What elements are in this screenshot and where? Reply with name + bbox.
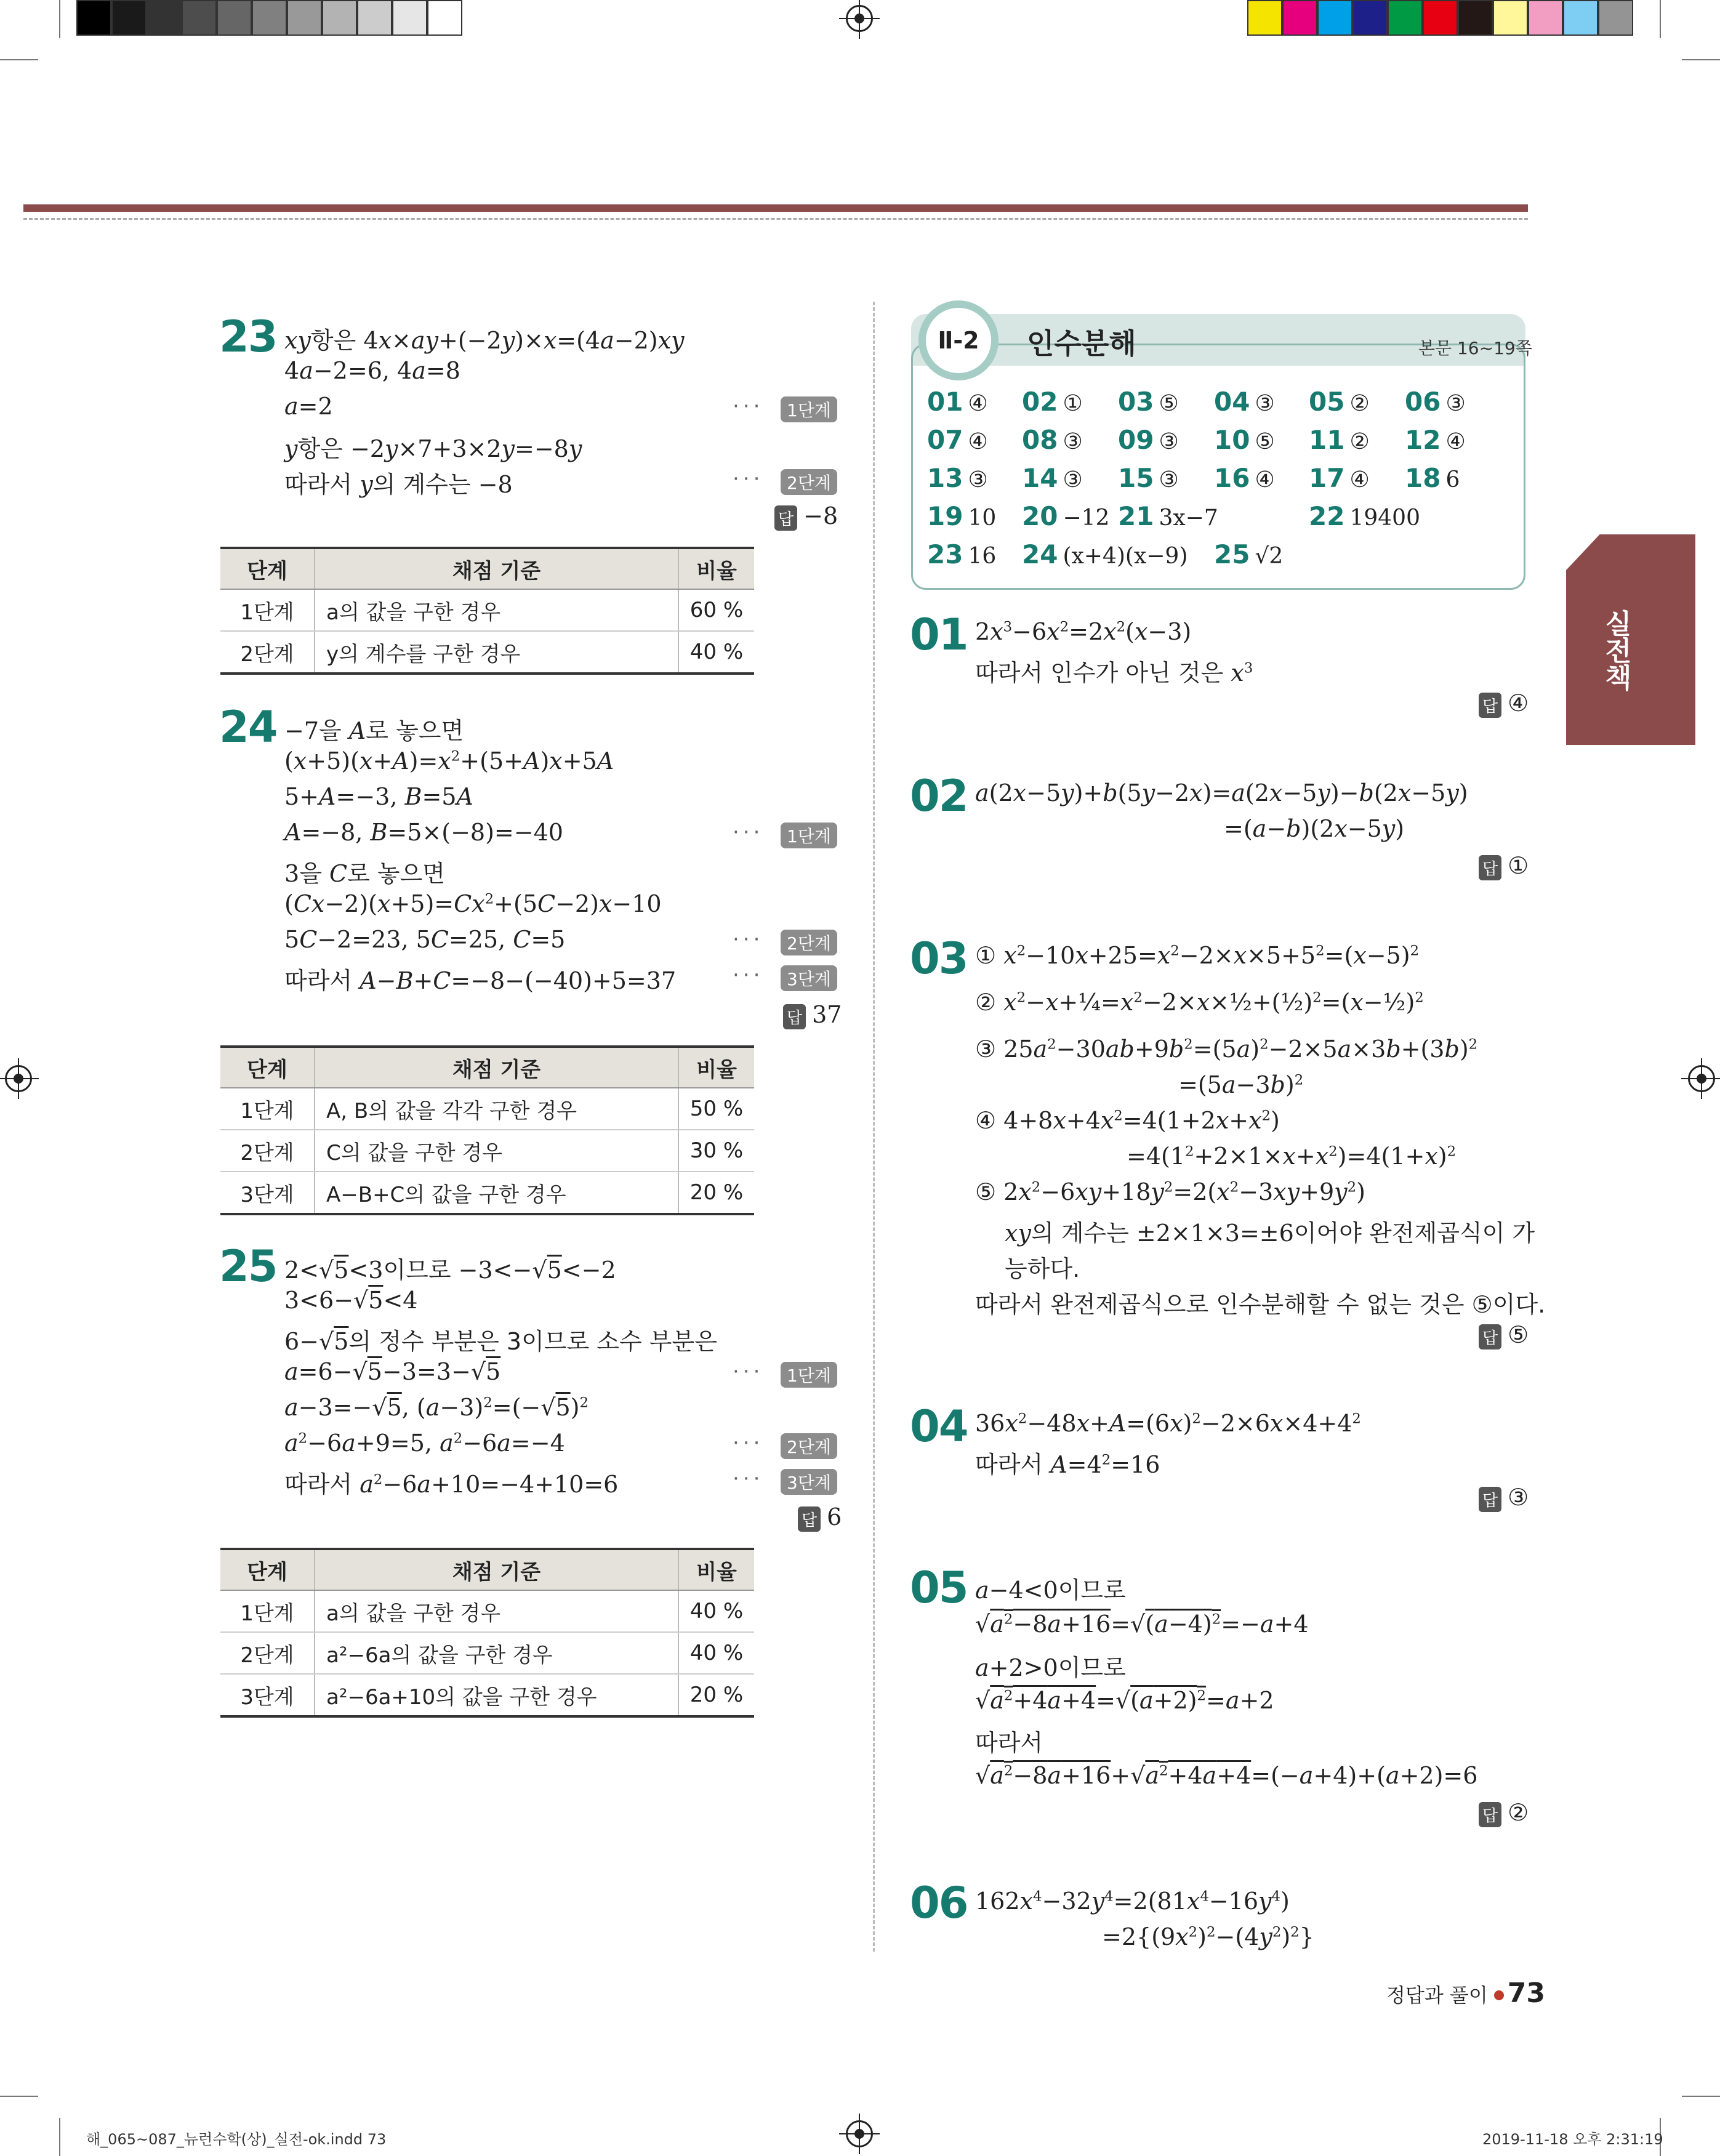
answer: 답 ② — [1479, 1799, 1529, 1827]
answer-key-number: 09 — [1118, 425, 1154, 455]
answer-key-value: √2 — [1255, 544, 1284, 569]
solution-line: 따라서 $A=4^2=16$ — [975, 1451, 1160, 1478]
problem-number: 02 — [910, 771, 968, 821]
step-badge: 2단계 — [781, 469, 837, 495]
answer-key-value: ④ — [968, 429, 988, 454]
answer: 답 −8 — [774, 502, 838, 531]
answer-key-value: ③ — [1063, 467, 1083, 493]
answer: 답 37 — [783, 1001, 842, 1029]
solution-line: y항은 −2y×7+3×2y=−8y — [284, 435, 582, 462]
answer-key-number: 15 — [1118, 463, 1154, 493]
solution-line: 5+A=−3, B=5A — [284, 783, 473, 810]
answer-key-item — [927, 425, 988, 455]
crop-mark — [59, 2118, 60, 2156]
answer-badge: 답 — [1479, 855, 1501, 880]
answer-key-number: 02 — [1022, 387, 1058, 417]
answer-key-number: 08 — [1022, 425, 1058, 455]
answer-key-item — [1022, 387, 1083, 417]
solution-line: ① $x^2-10x+25=x^2-2\times x\times 5+5^2=(x-5)^2$ — [975, 942, 1420, 969]
problem-number: 25 — [219, 1241, 277, 1292]
footer-dot — [1494, 1990, 1504, 2000]
answer-key-item — [1022, 463, 1083, 493]
answer-key-value: (x+4)(x−9) — [1063, 544, 1188, 569]
answer: 답 ③ — [1479, 1484, 1529, 1512]
answer-key-number: 17 — [1309, 463, 1345, 493]
solution-line: a−4<0이므로 — [975, 1577, 1126, 1604]
answer-key-value: ⑤ — [1255, 429, 1275, 454]
registration-mark-top — [846, 5, 873, 32]
answer-key-number: 18 — [1405, 463, 1441, 493]
answer-key-number: 19 — [927, 501, 963, 531]
solution-line: $(x+5)(x+A)=x^2+(5+A)x+5A$ — [284, 747, 614, 774]
answer-key-item — [1214, 425, 1275, 455]
answer-key-number: 22 — [1309, 501, 1345, 531]
problem-number: 04 — [910, 1401, 968, 1452]
solution-line: $√a^2-8a+16+√a^2+4a+4=(-a+4)+(a+2)=6$ — [975, 1762, 1478, 1789]
answer-key-value: ② — [1349, 429, 1370, 454]
gray-swatch — [427, 0, 462, 36]
solution-line: $36x^2-48x+A=(6x)^2-2\times 6x\times 4+4^2$ — [975, 1410, 1361, 1437]
table-row: 1단계 a의 값을 구한 경우 40 % — [220, 1590, 754, 1632]
answer-key-value: 10 — [968, 505, 997, 531]
solution-line: 3<6−√5<4 — [284, 1287, 418, 1314]
header-dash-line — [23, 218, 1528, 220]
solution-line: a=6−√5−3=3−√5 — [284, 1358, 501, 1385]
answer-badge: 답 — [1479, 1324, 1501, 1350]
gray-swatch — [182, 0, 217, 36]
solution-line: xy항은 4x×ay+(−2y)×x=(4a−2)xy — [284, 327, 685, 354]
answer-key-item — [1214, 387, 1275, 417]
answer-key-value: ① — [1063, 391, 1083, 416]
crop-mark — [1660, 0, 1661, 38]
table-row: 3단계 A−B+C의 값을 구한 경우 20 % — [220, 1172, 754, 1214]
solution-line: 따라서 인수가 아닌 것은 $x^3$ — [975, 659, 1253, 686]
step-badge: 1단계 — [781, 396, 837, 422]
solution-line: 2<√5<3이므로 −3<−√5<−2 — [284, 1257, 616, 1284]
answer-key-value: ④ — [1349, 467, 1370, 493]
slug-date: 2019-11-18 오후 2:31:19 — [1482, 2131, 1663, 2148]
color-swatch — [1317, 0, 1352, 36]
solution-line: −7을 A로 놓으면 — [284, 717, 464, 744]
step-badge: 1단계 — [781, 823, 837, 848]
gray-swatch — [217, 0, 252, 36]
answer-key-number: 01 — [927, 387, 963, 417]
section-badge: Ⅱ-2 — [926, 308, 991, 373]
leader-dots: ··· — [733, 1466, 764, 1491]
answer-key-value: 3x−7 — [1159, 505, 1218, 531]
color-swatch — [1493, 0, 1528, 36]
answer-key-item — [1309, 501, 1420, 531]
gray-swatch — [76, 0, 111, 36]
solution-line: a=2 — [284, 393, 333, 420]
answer-key-item — [1022, 501, 1109, 531]
answer-key-value: ④ — [1445, 429, 1466, 454]
answer-key-value: ④ — [1255, 467, 1275, 493]
solution-line: 6−√5의 정수 부분은 3이므로 소수 부분은 — [284, 1328, 717, 1355]
answer-key-item — [1022, 539, 1188, 569]
answer-key-number: 04 — [1214, 387, 1250, 417]
answer: 답 ① — [1479, 852, 1529, 880]
color-swatch — [1598, 0, 1633, 36]
grading-table: 단계 채점 기준 비율 1단계 a의 값을 구한 경우 60 % 2단계 y의 계수를 구한 경우 40 % — [220, 547, 754, 675]
answer-key-number: 23 — [927, 539, 963, 569]
crop-mark — [1682, 2096, 1720, 2097]
solution-line: $√a^2+4a+4=√(a+2)^2=a+2$ — [975, 1687, 1274, 1714]
solution-line: 따라서 y의 계수는 −8 — [284, 471, 513, 498]
column-divider — [873, 302, 875, 1952]
solution-line: xy의 계수는 ±2×1×3=±6이어야 완전제곱식이 가 — [1005, 1220, 1535, 1247]
table-row: 2단계 y의 계수를 구한 경우 40 % — [220, 631, 754, 674]
answer-key-number: 21 — [1118, 501, 1154, 531]
answer-key-value: ③ — [1255, 391, 1275, 416]
answer-key-number: 25 — [1214, 539, 1250, 569]
leader-dots: ··· — [733, 820, 764, 845]
crop-mark — [59, 0, 60, 38]
answer-key-number: 05 — [1309, 387, 1345, 417]
solution-line: a(2x−5y)+b(5y−2x)=a(2x−5y)−b(2x−5y) — [975, 779, 1468, 806]
registration-mark-left — [5, 1065, 32, 1092]
problem-number: 23 — [219, 312, 277, 362]
crop-mark — [0, 59, 38, 60]
answer-key-value: ③ — [1159, 467, 1179, 493]
answer-badge: 답 — [1479, 693, 1501, 718]
registration-mark-right — [1688, 1065, 1715, 1092]
color-swatch — [1423, 0, 1458, 36]
answer-key-item — [927, 539, 996, 569]
grading-table: 단계 채점 기준 비율 1단계 A, B의 값을 각각 구한 경우 50 % 2단계 C의 값을 구한 경우 30 % 3단계 A−B+C의 값을 구한 경우 20 % — [220, 1045, 754, 1215]
answer-key-item — [1022, 425, 1083, 455]
table-row: 3단계 a²−6a+10의 값을 구한 경우 20 % — [220, 1674, 754, 1716]
solution-line: 따라서 — [975, 1729, 1043, 1756]
solution-line: a+2>0이므로 — [975, 1654, 1126, 1681]
solution-line: =(a−b)(2x−5y) — [1224, 815, 1405, 842]
crop-mark — [0, 2096, 38, 2097]
leader-dots: ··· — [733, 394, 764, 419]
table-row: 1단계 a의 값을 구한 경우 60 % — [220, 589, 754, 631]
answer-key-number: 07 — [927, 425, 963, 455]
answer-key-value: ③ — [968, 467, 988, 493]
answer-key-item — [1118, 463, 1179, 493]
step-badge: 1단계 — [781, 1362, 837, 1388]
side-tab-label: 실전책 — [1600, 609, 1631, 691]
solution-line: $√a^2-8a+16=√(a-4)^2=-a+4$ — [975, 1611, 1309, 1638]
solution-line: $=4(1^2+2\times 1\times x+x^2)=4(1+x)^2$ — [1127, 1143, 1457, 1170]
answer-badge: 답 — [1479, 1487, 1501, 1512]
step-badge: 3단계 — [781, 1469, 837, 1495]
answer-key-number: 03 — [1118, 387, 1154, 417]
solution-line: $=2\{(9x^2)^2-(4y^2)^2\}$ — [1102, 1923, 1314, 1950]
solution-line: ③ $25a^2-30ab+9b^2=(5a)^2-2\times 5a\times 3b+(3b)^2$ — [975, 1036, 1478, 1063]
answer-key-number: 10 — [1214, 425, 1250, 455]
answer-key-value: 16 — [968, 544, 997, 569]
answer-key-item — [1405, 463, 1460, 493]
answer-key-item — [927, 463, 988, 493]
problem-number: 24 — [219, 702, 277, 752]
answer-key-number: 16 — [1214, 463, 1250, 493]
leader-dots: ··· — [733, 467, 764, 491]
page-reference: 본문 16~19쪽 — [1418, 338, 1532, 358]
answer-key-item — [927, 501, 996, 531]
color-swatch — [1563, 0, 1598, 36]
answer-key-item — [1214, 539, 1283, 569]
answer: 답 ④ — [1479, 690, 1529, 718]
solution-line: $a^2-6a+9=5$, $a^2-6a=-4$ — [284, 1430, 565, 1457]
gray-swatch — [392, 0, 427, 36]
gray-swatch — [322, 0, 357, 36]
solution-line: ⑤ $2x^2-6xy+18y^2=2(x^2-3xy+9y^2)$ — [975, 1178, 1365, 1205]
answer-key-value: ④ — [968, 391, 988, 416]
gray-swatch — [357, 0, 392, 36]
page-footer: 정답과 풀이 73 — [1386, 1977, 1545, 2009]
answer: 답 6 — [798, 1503, 842, 1532]
answer-key-item — [1118, 501, 1218, 531]
leader-dots: ··· — [733, 927, 764, 952]
grading-table: 단계 채점 기준 비율 1단계 a의 값을 구한 경우 40 % 2단계 a²−6a의 값을 구한 경우 40 % 3단계 a²−6a+10의 값을 구한 경우 20 % — [220, 1548, 754, 1718]
answer-key-value: ③ — [1063, 429, 1083, 454]
answer-key-value: 6 — [1445, 467, 1460, 493]
section-title: 인수분해 — [1027, 327, 1136, 360]
solution-line: 4a−2=6, 4a=8 — [284, 357, 460, 384]
answer-key-item — [1309, 425, 1370, 455]
step-badge: 2단계 — [781, 930, 837, 955]
answer-key-value: −12 — [1063, 505, 1110, 531]
header-bar — [23, 204, 1528, 212]
answer-key-item — [1214, 463, 1275, 493]
leader-dots: ··· — [733, 1359, 764, 1384]
answer-badge: 답 — [798, 1506, 821, 1532]
color-swatch — [1528, 0, 1563, 36]
leader-dots: ··· — [733, 963, 764, 987]
solution-line: A=−8, B=5×(−8)=−40 — [284, 819, 563, 846]
answer: 답 ⑤ — [1479, 1321, 1529, 1350]
gray-swatch — [147, 0, 182, 36]
color-swatch — [1247, 0, 1282, 36]
gray-swatch — [287, 0, 322, 36]
answer-key-item — [1309, 387, 1370, 417]
step-badge: 2단계 — [781, 1433, 837, 1459]
answer-badge: 답 — [1479, 1802, 1501, 1827]
answer-key-value: ② — [1349, 391, 1370, 416]
slug-file: 해_065~087_뉴런수학(상)_실전-ok.indd 73 — [86, 2131, 387, 2148]
problem-number: 01 — [910, 609, 968, 660]
solution-line: $2x^3-6x^2=2x^2(x-3)$ — [975, 618, 1192, 645]
solution-line: ② $x^2-x+\frac{1}{4}=x^2-2\times x\times\frac{1}{2}+(\frac{1}{2})^2=(x-\frac{1}{2})^2$ — [975, 989, 1424, 1016]
color-swatch — [1458, 0, 1493, 36]
answer-key-number: 06 — [1405, 387, 1441, 417]
step-badge: 3단계 — [781, 965, 837, 991]
answer-key-number: 12 — [1405, 425, 1441, 455]
answer-key-number: 20 — [1022, 501, 1058, 531]
color-swatch — [1352, 0, 1388, 36]
answer-key-item — [927, 387, 988, 417]
answer-key-item — [1405, 387, 1466, 417]
solution-line: 능하다. — [1005, 1255, 1080, 1282]
answer-key-value: ③ — [1445, 391, 1466, 416]
answer-key-value: ⑤ — [1159, 391, 1179, 416]
answer-key-item — [1118, 425, 1179, 455]
table-row: 1단계 A, B의 값을 각각 구한 경우 50 % — [220, 1088, 754, 1130]
solution-line: 5C−2=23, 5C=25, C=5 — [284, 926, 566, 953]
answer-key-item — [1405, 425, 1466, 455]
table-row: 2단계 C의 값을 구한 경우 30 % — [220, 1130, 754, 1172]
gray-swatch — [111, 0, 147, 36]
solution-line: 따라서 A−B+C=−8−(−40)+5=37 — [284, 967, 677, 994]
solution-line: ④ $4+8x+4x^2=4(1+2x+x^2)$ — [975, 1107, 1280, 1134]
problem-number: 05 — [910, 1563, 968, 1613]
problem-number: 03 — [910, 933, 968, 984]
answer-key-number: 14 — [1022, 463, 1058, 493]
problem-number: 06 — [910, 1878, 968, 1928]
registration-mark-bottom — [846, 2120, 873, 2147]
answer-key-number: 13 — [927, 463, 963, 493]
leader-dots: ··· — [733, 1431, 764, 1455]
solution-line: 따라서 완전제곱식으로 인수분해할 수 없는 것은 ⑤이다. — [975, 1291, 1546, 1318]
answer-key-number: 11 — [1309, 425, 1345, 455]
solution-line: $162x^4-32y^4=2(81x^4-16y^4)$ — [975, 1888, 1290, 1915]
color-swatch — [1388, 0, 1423, 36]
table-row: 2단계 a²−6a의 값을 구한 경우 40 % — [220, 1632, 754, 1674]
answer-key-number: 24 — [1022, 539, 1058, 569]
color-swatch — [1282, 0, 1317, 36]
solution-line: 3을 C로 놓으면 — [284, 860, 445, 887]
solution-line: 따라서 $a^2-6a+10=-4+10=6$ — [284, 1471, 619, 1498]
answer-key-item — [1309, 463, 1370, 493]
solution-line: $(Cx-2)(x+5)=Cx^2+(5C-2)x-10$ — [284, 890, 662, 917]
answer-badge: 답 — [783, 1004, 806, 1029]
gray-swatch — [252, 0, 287, 36]
answer-badge: 답 — [774, 505, 797, 531]
answer-key-item — [1118, 387, 1179, 417]
solution-line: a−3=−√5, $(a-3)^2=(-√5)^2$ — [284, 1394, 589, 1421]
answer-key-value: ③ — [1159, 429, 1179, 454]
crop-mark — [1682, 59, 1720, 60]
page-number: 73 — [1507, 1977, 1545, 2009]
solution-line: $=(5a-3b)^2$ — [1178, 1071, 1304, 1098]
answer-key-value: 19400 — [1349, 505, 1420, 531]
